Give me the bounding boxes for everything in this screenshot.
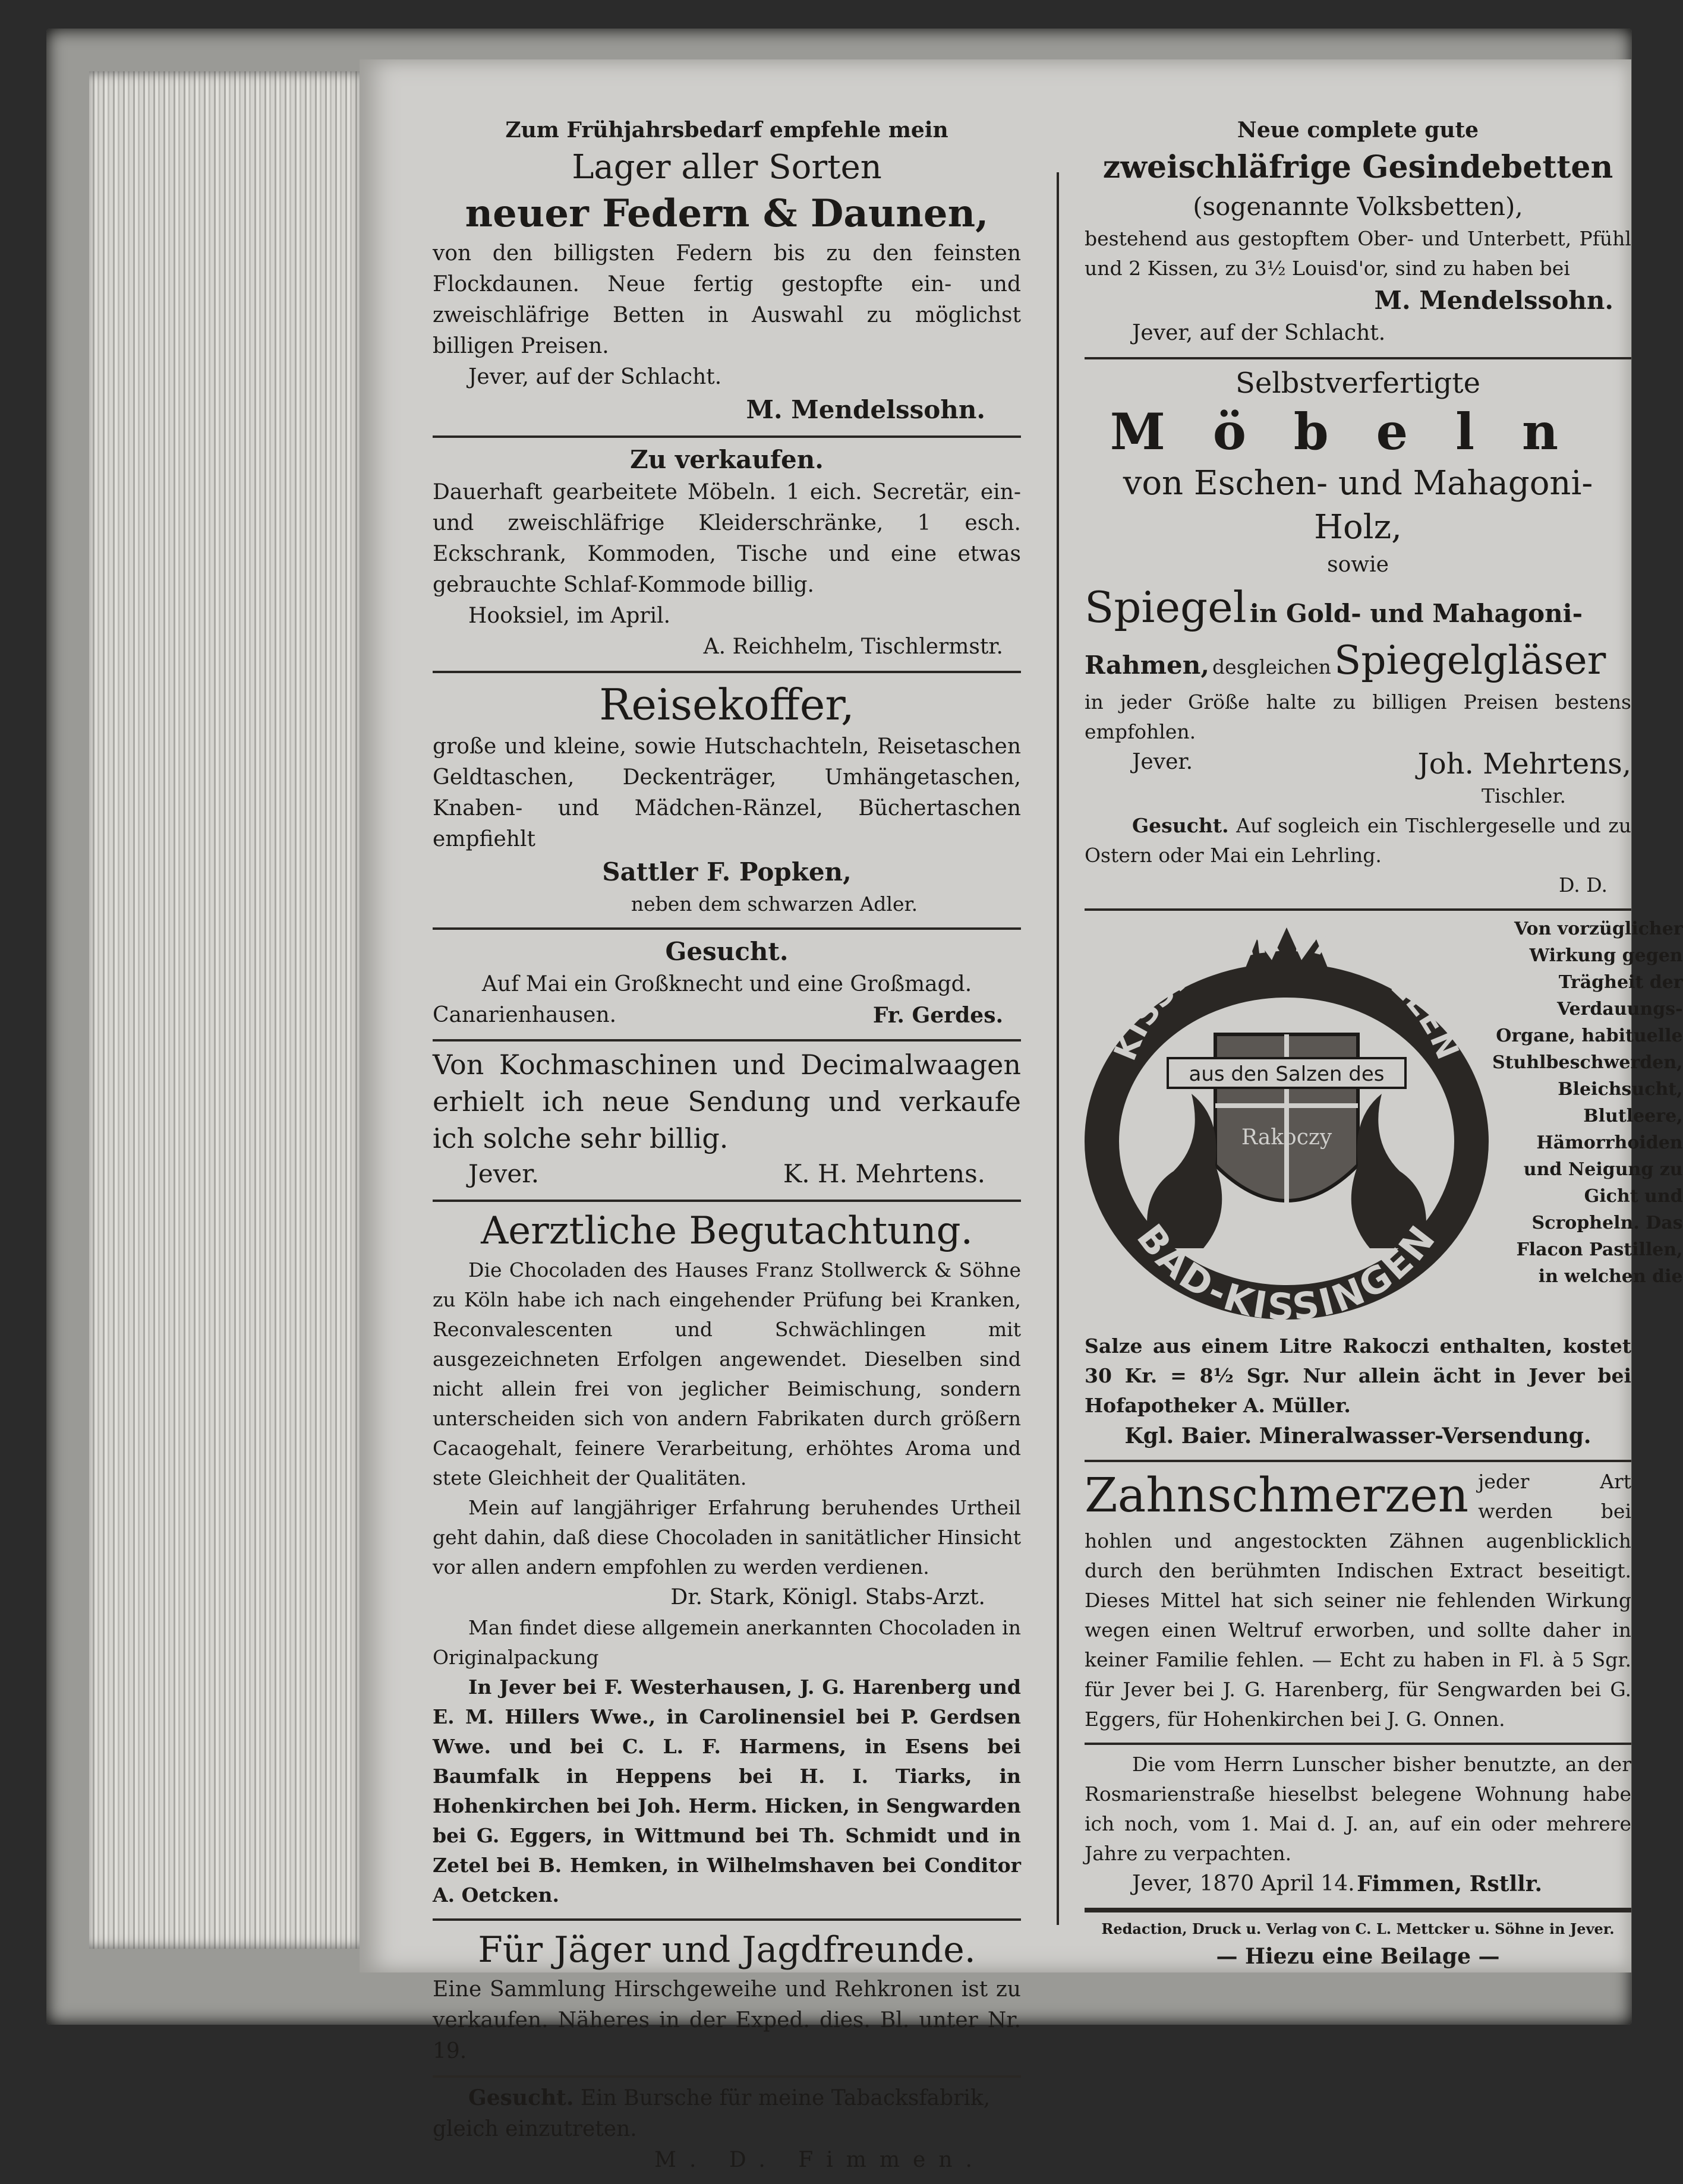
emblem-mid-text: aus den Salzen des [1189,1062,1385,1086]
ad-heading: Reisekoffer, [599,680,855,730]
ad-signature: Fr. Gerdes. [872,1003,1003,1028]
emblem-crown-base [1240,969,1333,982]
ad-footer-row [433,1157,1021,1191]
ad-body: Auf sogleich ein Tischlergeselle und zu Ostern oder Mai ein Lehrling. [1085,814,1631,867]
ad-zu-verkaufen [433,438,1021,673]
ad-headline: Selbstverfertigte [1236,367,1480,400]
ad-signature: M. Mendelssohn. [1374,286,1613,315]
ad-subline: Tischler. [1482,784,1566,807]
ad-heading: Zu verkaufen. [630,445,824,474]
ad-paragraph: Mein auf langjähriger Erfahrung beruhendes Urtheil geht dahin, daß diese Chocoladen in sanitätlicher Hinsicht vor allen andern empfohlen zu werden verdienen. [433,1496,1021,1579]
ad-body: in jeder Größe halte zu billigen Preisen bestens empfohlen. [1085,690,1631,743]
ad-body: jeder Art werden bei hohlen und angestockten Zähnen augenblicklich durch den berühmten Indischen Extract beseitigt. Dieses Mittel hat sich seiner nie fehlenden Wirkung wegen einen Weltruf erworben, und sollte daher in keiner Familie fehlen. — Echt zu haben in Fl. à 5 Sgr. für Jever bei J. G. Harenberg, für Sengwarden bei G. Eggers, für Hohenkirchen bei J. G. Onnen. [1085,1470,1631,1731]
ad-headline: in Gold- und Mahagoni- [1249,599,1583,628]
ad-signature: Joh. Mehrtens, [1417,747,1631,781]
ad-body: bestehend aus gestopftem Ober- und Unterbett, Pfühl und 2 Kissen, zu 3½ Louisd'or, sind zu haben bei [1085,227,1631,280]
ad-rahmen-row [1085,634,1631,687]
ad-signature: A. Reichhelm, Tischlermstr. [703,635,1003,659]
ad-body: Auf Mai ein Großknecht und eine Großmagd. [481,972,972,996]
ad-signature: Fimmen, Rstllr. [1357,1871,1542,1896]
ad-headline: Rahmen, [1085,651,1209,680]
emblem-mid-text: Rakoczy [1241,1125,1332,1150]
book-page-edges [89,71,368,1949]
ad-signature: D. D. [1558,873,1608,897]
ad-body: Ein Bursche für meine Tabacksfabrik, gleich einzutreten. [433,2086,991,2141]
ad-zahnschmerzen [1085,1462,1631,1745]
ad-stollwerck [433,1202,1021,1921]
ad-place: Hooksiel, im April. [468,604,671,628]
ad-place: Jever, auf der Schlacht. [468,365,722,389]
ad-body: Salze aus einem Litre Rakoczi enthalten, kostet 30 Kr. = 8½ Sgr. Nur allein ächt in Jever bei Hofapotheker A. Müller. [1085,1334,1631,1417]
ad-body: Dauerhaft gearbeitete Möbeln. 1 eich. Secretär, ein- und zweischläfrige Kleiderschränke, 1 esch. Eckschrank, Kommoden, Tische und eine etwas gebrauchte Schlaf-Kommode billig. [433,480,1021,597]
kissinger-emblem [1085,916,1489,1331]
emblem-bottom-text: BAD-KISSINGEN [1128,1216,1445,1329]
ad-headline: neuer Federn & Daunen, [465,191,989,236]
ad-subline: neben dem schwarzen Adler. [631,892,918,916]
ad-text-row [433,2082,1021,2145]
ad-gesucht-bursche [433,2078,1021,2184]
ad-headline: Möbeln [1110,402,1606,461]
ad-signature: K. H. Mehrtens. [783,1159,985,1188]
right-column [1085,110,1683,1980]
ad-kissinger-row [1085,916,1683,1331]
ad-paragraph: Die Chocoladen des Hauses Franz Stollwerck & Söhne zu Köln habe ich nach eingehender Prüfung bei Kranken, Reconvalescenten und Schwächlingen mit ausgezeichneten Erfolgen angewendet. Dieselben sind nicht allein frei von jeglicher Beimischung, sondern unterscheiden sich von andern Fabrikaten durch größern Cacaogehalt, feinere Verarbeitung, erhöhtes Aroma und stete Gleichheit der Qualitäten. [433,1258,1021,1489]
ad-text-row [1085,811,1631,870]
ad-headline: von Eschen- und Mahagoni-Holz, [1123,464,1593,547]
ad-text: desgleichen [1212,655,1331,678]
ad-place: Jever, 1870 April 14. [1132,1871,1355,1896]
ad-footer-row [1085,1869,1631,1899]
ad-heading: Gesucht. [1132,814,1229,837]
ad-heading: Aerztliche Begutachtung. [481,1209,973,1253]
ad-footer-row [1085,747,1631,781]
imprint-block [1085,1910,1631,1980]
ad-body: große und kleine, sowie Hutschachteln, Reisetaschen Geldtaschen, Deckenträger, Umhängetaschen, Knaben- und Mädchen-Ränzel, Büchertaschen empfiehlt [433,734,1021,851]
ad-heading: Zahnschmerzen [1085,1467,1469,1523]
ad-footer-row [433,1000,1021,1031]
ad-reisekoffer [433,673,1021,930]
ad-side-text: Von vorzüglicher Wirkung gegen Trägheit der Verdauungs-Organe, habituelle Stuhlbeschwerden, Bleichsucht, Blutleere, Hämorrhoiden und Neigung zu Gicht und Scropheln. Das Flacon Pastillen, in welchen die [1492,919,1683,1287]
ad-paragraph: Man findet diese allgemein anerkannten Chocoladen in Originalpackung [433,1616,1021,1669]
ad-heading: Für Jäger und Jagdfreunde. [478,1929,976,1971]
ad-signature: M. D. Fimmen. [654,2148,985,2172]
ad-headline: zweischläfrige Gesindebetten [1102,149,1613,185]
ad-heading: Gesucht. [468,2085,574,2110]
ad-body: Eine Sammlung Hirschgeweihe und Rehkronen ist zu verkaufen. Näheres in der Exped. dies. Bl. unter Nr. 19. [433,1977,1021,2063]
left-column [433,110,1021,2184]
ad-gesindebetten [1085,110,1631,359]
ad-headline: Spiegel [1085,582,1247,632]
ad-intro: Zum Frühjahrsbedarf empfehle mein [505,118,948,143]
ad-gesucht-knecht [433,930,1021,1041]
ad-paragraph: In Jever bei F. Westerhausen, J. G. Harenberg und E. M. Hillers Wwe., in Carolinensiel bei P. Gerdsen Wwe. und bei C. L. F. Harmens, in Esens bei Baumfalk in Heppens bei H. I. Tiarks, in Hohenkirchen bei Joh. Herm. Hicken, in Sengwarden bei G. Eggers, in Wittmund bei Th. Schmidt und in Zetel bei B. Hemken, in Wilhelmshaven bei Conditor A. Oetcken. [433,1675,1021,1907]
ad-signature: Sattler F. Popken, [602,857,852,886]
ad-body: von den billigsten Federn bis zu den feinsten Flockdaunen. Neue fertig gestopfte ein- und zweischläfrige Betten in Auswahl zu möglichst billigen Preisen. [433,241,1021,358]
ad-body: Von Kochmaschinen und Decimalwaagen erhielt ich neue Sendung und verkaufe ich solche sehr billig. [433,1049,1021,1154]
ad-intro: Neue complete gute [1237,118,1479,143]
ad-place: Canarienhausen. [433,1003,617,1027]
ad-footer: Kgl. Baier. Mineralwasser-Versendung. [1124,1424,1591,1448]
ad-kissinger-pastillen [1085,911,1683,1462]
ad-body: Die vom Herrn Lunscher bisher benutzte, an der Rosmarienstraße hieselbst belegene Wohnung habe ich noch, vom 1. Mai d. J. an, auf ein oder mehrere Jahre zu verpachten. [1085,1753,1631,1865]
supplement-note: — Hiezu eine Beilage — [1216,1944,1500,1969]
ad-moebeln [1085,359,1631,911]
ad-spiegel-row [1085,580,1631,634]
column-divider [1057,172,1059,1925]
ad-place: Jever. [468,1159,540,1188]
ad-wohnung [1085,1745,1631,1910]
ad-signature: M. Mendelssohn. [746,395,985,424]
ad-place: Jever. [1132,750,1193,774]
ad-signature: Dr. Stark, Königl. Stabs-Arzt. [670,1585,985,1609]
ad-headline: Spiegelgläser [1334,637,1606,683]
ad-jaeger [433,1921,1021,2078]
ad-heading: Gesucht. [665,937,789,966]
ad-federn-daunen [433,110,1021,438]
emblem-top-text: KISSINGER PASTILLEN [1107,923,1466,1066]
ad-headline: Lager aller Sorten [572,148,882,187]
ad-connector: sowie [1327,553,1389,577]
imprint-text: Redaction, Druck u. Verlag von C. L. Mettcker u. Söhne in Jever. [1101,1920,1615,1937]
ad-kochmaschinen [433,1041,1021,1202]
ad-headline: (sogenannte Volksbetten), [1193,192,1523,221]
ad-place: Jever, auf der Schlacht. [1132,321,1386,345]
